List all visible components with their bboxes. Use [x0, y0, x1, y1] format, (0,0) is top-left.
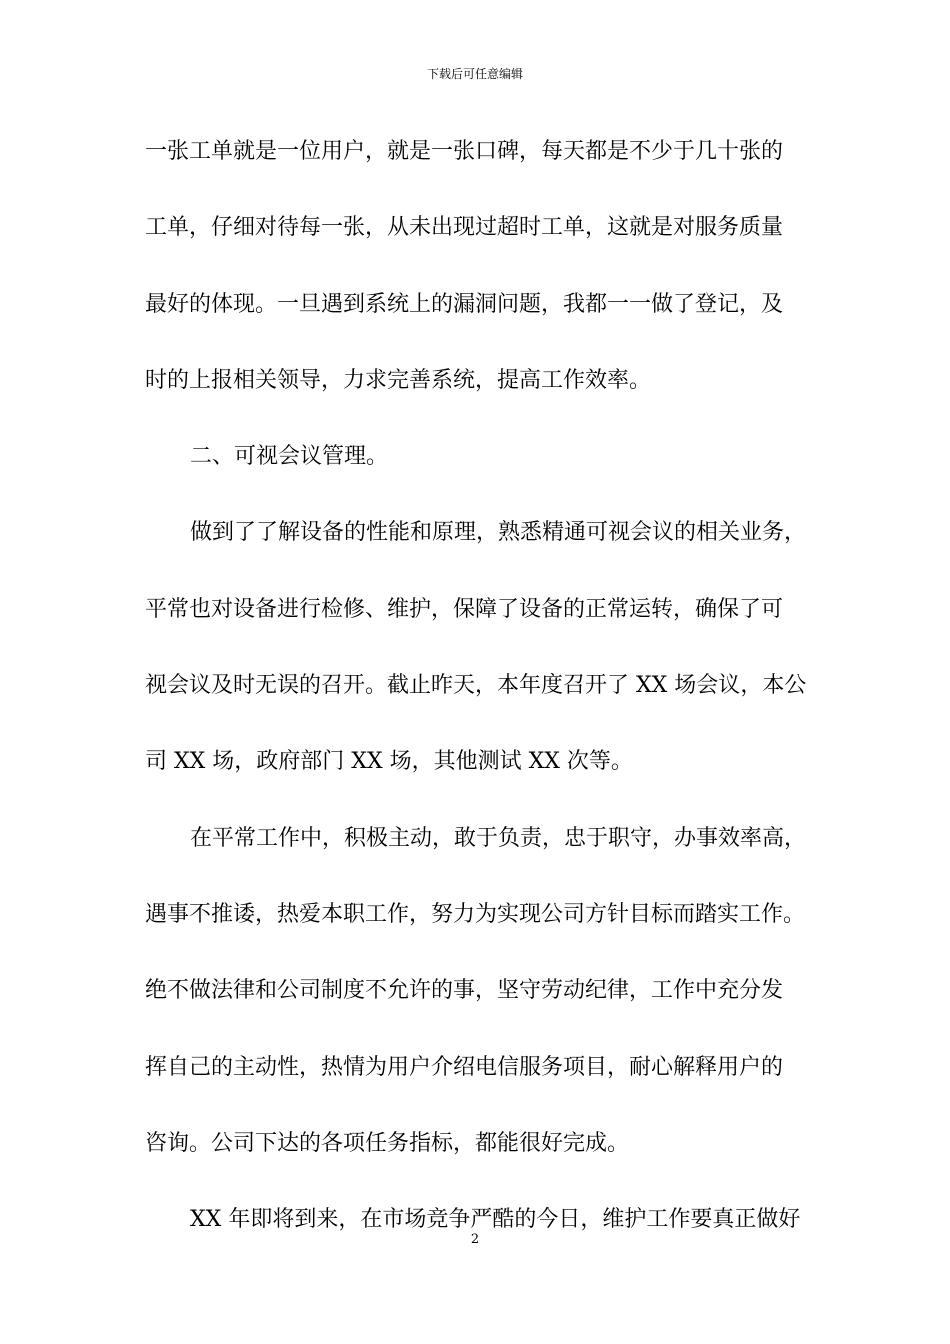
text-line: 咨询。公司下达的各项任务指标，都能很好完成。	[145, 1130, 630, 1156]
text-line: 绝不做法律和公司制度不允许的事，坚守劳动纪律，工作中充分发	[145, 978, 784, 1004]
text-line: 一张工单就是一位用户，就是一张口碑，每天都是不少于几十张的	[145, 139, 784, 164]
text-line: XX 年即将到来，在市场竞争严酷的今日，维护工作要真正做好	[190, 1207, 801, 1233]
text-line: 在平常工作中，积极主动，敢于负责，忠于职守，办事效率高，	[190, 825, 807, 851]
section-heading: 二、可视会议管理。	[190, 444, 389, 470]
text-line: 司 XX 场，政府部门 XX 场，其他测试 XX 次等。	[145, 749, 633, 775]
page-number: 2	[470, 1232, 480, 1247]
text-line: 做到了了解设备的性能和原理，熟悉精通可视会议的相关业务，	[190, 520, 807, 546]
text-line: 时的上报相关领导，力求完善系统，提高工作效率。	[145, 367, 652, 393]
text-line: 视会议及时无误的召开。截止昨天，本年度召开了 XX 场会议，本公	[145, 673, 807, 699]
text-line: 平常也对设备进行检修、维护，保障了设备的正常运转，确保了可	[145, 596, 784, 622]
text-line: 最好的体现。一旦遇到系统上的漏洞问题，我都一一做了登记，及	[145, 291, 784, 317]
text-line: 挥自己的主动性，热情为用户介绍电信服务项目，耐心解释用户的	[145, 1054, 784, 1080]
text-line: 工单，仔细对待每一张，从未出现过超时工单，这就是对服务质量	[145, 215, 784, 241]
text-line: 遇事不推诿，热爱本职工作，努力为实现公司方针目标而踏实工作。	[145, 901, 806, 927]
page-header: 下载后可任意编辑	[426, 67, 523, 81]
document-body	[145, 126, 825, 1270]
